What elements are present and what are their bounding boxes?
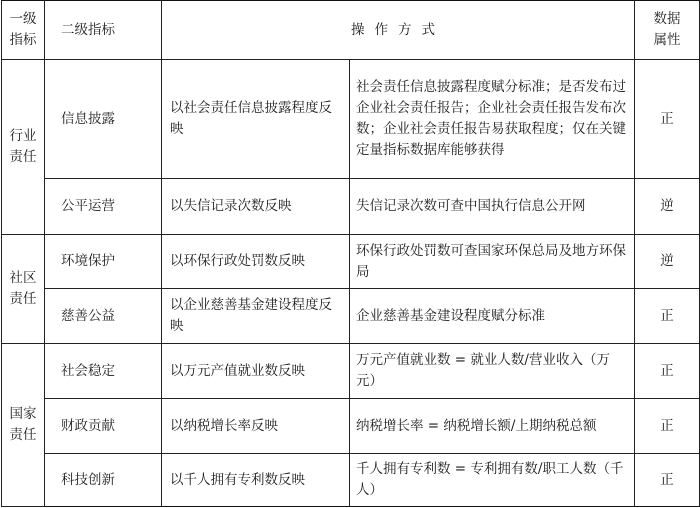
header-attribute-line2: 属性 bbox=[653, 32, 681, 48]
group-level1 bbox=[2, 60, 45, 235]
table-row bbox=[2, 235, 700, 289]
group-level1-line2: 责任 bbox=[9, 291, 37, 307]
level2-cell: 环境保护 bbox=[45, 235, 162, 289]
table-row bbox=[2, 60, 700, 179]
description-cell: 以环保行政处罚数反映 bbox=[162, 235, 350, 289]
source-cell: 纳税增长率 = 纳税增长额/上期纳税总额 bbox=[350, 399, 635, 454]
group-level1-line2: 责任 bbox=[9, 427, 37, 443]
group-level1 bbox=[2, 235, 45, 344]
header-operation: 操作方式 bbox=[162, 1, 635, 60]
group-level1 bbox=[2, 344, 45, 507]
group-level1-line1: 社区 bbox=[9, 270, 37, 287]
header-level1-line1: 一级 bbox=[9, 11, 37, 28]
source-cell: 社会责任信息披露程度赋分标准；是否发布过企业社会责任报告；企业社会责任报告发布次数；企业社会责任报告易获取程度；仅在关键定量指标数据库能够获得 bbox=[350, 60, 635, 179]
source-cell: 企业慈善基金建设程度赋分标准 bbox=[350, 289, 635, 344]
attribute-cell: 正 bbox=[635, 344, 700, 399]
group-level1-line1: 国家 bbox=[9, 406, 37, 423]
attribute-cell: 正 bbox=[635, 60, 700, 179]
level2-cell: 慈善公益 bbox=[45, 289, 162, 344]
attribute-cell: 逆 bbox=[635, 235, 700, 289]
level2-cell: 公平运营 bbox=[45, 179, 162, 235]
description-cell: 以失信记录次数反映 bbox=[162, 179, 350, 235]
table-row bbox=[2, 454, 700, 507]
header-row bbox=[2, 1, 700, 60]
source-cell: 失信记录次数可查中国执行信息公开网 bbox=[350, 179, 635, 235]
source-cell: 万元产值就业数 = 就业人数/营业收入（万元） bbox=[350, 344, 635, 399]
attribute-cell: 正 bbox=[635, 289, 700, 344]
description-cell: 以企业慈善基金建设程度反映 bbox=[162, 289, 350, 344]
description-cell: 以纳税增长率反映 bbox=[162, 399, 350, 454]
source-cell: 千人拥有专利数 = 专利拥有数/职工人数（千人） bbox=[350, 454, 635, 507]
group-level1-line1: 行业 bbox=[9, 128, 37, 145]
indicator-table bbox=[1, 0, 700, 507]
description-cell: 以千人拥有专利数反映 bbox=[162, 454, 350, 507]
table-row bbox=[2, 399, 700, 454]
attribute-cell: 逆 bbox=[635, 179, 700, 235]
header-attribute-line1: 数据 bbox=[653, 11, 681, 28]
source-cell: 环保行政处罚数可查国家环保总局及地方环保局 bbox=[350, 235, 635, 289]
level2-cell: 信息披露 bbox=[45, 60, 162, 179]
header-level2: 二级指标 bbox=[45, 1, 162, 60]
header-level1-line2: 指标 bbox=[9, 32, 37, 48]
table-row bbox=[2, 179, 700, 235]
description-cell: 以万元产值就业数反映 bbox=[162, 344, 350, 399]
header-attribute bbox=[635, 1, 700, 60]
attribute-cell: 正 bbox=[635, 454, 700, 507]
header-level1 bbox=[2, 1, 45, 60]
table-row bbox=[2, 289, 700, 344]
description-cell: 以社会责任信息披露程度反映 bbox=[162, 60, 350, 179]
level2-cell: 科技创新 bbox=[45, 454, 162, 507]
table-row bbox=[2, 344, 700, 399]
attribute-cell: 正 bbox=[635, 399, 700, 454]
level2-cell: 财政贡献 bbox=[45, 399, 162, 454]
level2-cell: 社会稳定 bbox=[45, 344, 162, 399]
group-level1-line2: 责任 bbox=[9, 149, 37, 165]
